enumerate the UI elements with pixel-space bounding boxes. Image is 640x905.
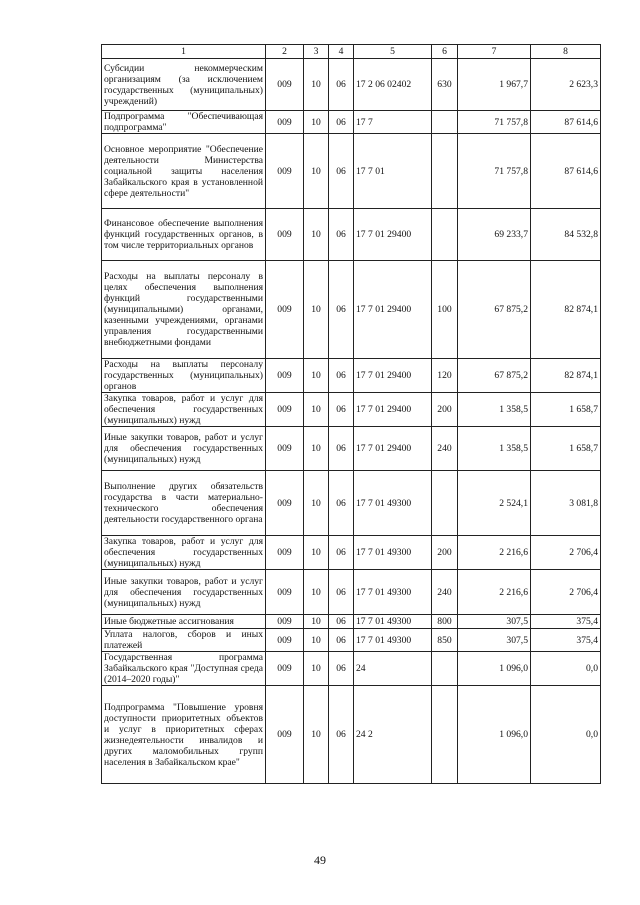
row-amount-year-2: 82 874,1 <box>531 261 601 359</box>
row-ministry-code: 009 <box>266 615 304 629</box>
row-target-article: 17 7 01 29400 <box>354 261 432 359</box>
row-expense-type <box>432 471 458 536</box>
row-amount-year-2: 82 874,1 <box>531 359 601 393</box>
row-ministry-code: 009 <box>266 686 304 784</box>
row-amount-year-1: 1 358,5 <box>458 393 531 427</box>
header-col-2: 2 <box>266 45 304 59</box>
row-amount-year-1: 1 096,0 <box>458 652 531 686</box>
row-subsection: 06 <box>329 570 354 615</box>
row-subsection: 06 <box>329 536 354 570</box>
row-amount-year-1: 307,5 <box>458 615 531 629</box>
row-amount-year-2: 3 081,8 <box>531 471 601 536</box>
row-name: Иные бюджетные ассигнования <box>102 615 266 629</box>
row-subsection: 06 <box>329 427 354 471</box>
row-amount-year-2: 84 532,8 <box>531 209 601 261</box>
row-section: 10 <box>304 359 329 393</box>
row-section: 10 <box>304 134 329 209</box>
table-row <box>102 615 601 629</box>
row-ministry-code: 009 <box>266 359 304 393</box>
row-subsection: 06 <box>329 686 354 784</box>
row-subsection: 06 <box>329 134 354 209</box>
table-row <box>102 427 601 471</box>
row-amount-year-2: 1 658,7 <box>531 427 601 471</box>
row-subsection: 06 <box>329 111 354 134</box>
row-amount-year-1: 1 096,0 <box>458 686 531 784</box>
row-name: Расходы на выплаты персоналу в целях обеспечения выполнения функций государственными (муниципальными) органами, казенными учреждениями, органами управления государственными внебюджетными фондами <box>102 261 266 359</box>
row-amount-year-2: 1 658,7 <box>531 393 601 427</box>
row-subsection: 06 <box>329 209 354 261</box>
row-subsection: 06 <box>329 393 354 427</box>
row-expense-type <box>432 111 458 134</box>
row-expense-type: 800 <box>432 615 458 629</box>
row-name: Подпрограмма "Повышение уровня доступности приоритетных объектов и услуг в приоритетных сферах жизнедеятельности инвалидов и других маломобильных групп населения в Забайкальском крае" <box>102 686 266 784</box>
row-amount-year-1: 1 967,7 <box>458 59 531 111</box>
row-amount-year-2: 375,4 <box>531 615 601 629</box>
row-amount-year-2: 0,0 <box>531 652 601 686</box>
table-row <box>102 359 601 393</box>
row-ministry-code: 009 <box>266 59 304 111</box>
row-expense-type: 120 <box>432 359 458 393</box>
table-header-row <box>102 45 601 59</box>
row-name: Закупка товаров, работ и услуг для обеспечения государственных (муниципальных) нужд <box>102 393 266 427</box>
row-section: 10 <box>304 629 329 652</box>
row-section: 10 <box>304 261 329 359</box>
row-expense-type <box>432 134 458 209</box>
table-row <box>102 629 601 652</box>
row-section: 10 <box>304 615 329 629</box>
table-row <box>102 471 601 536</box>
table-row <box>102 686 601 784</box>
row-name: Основное мероприятие "Обеспечение деятельности Министерства социальной защиты населения Забайкальского края в установленной сфере деятельности" <box>102 134 266 209</box>
row-name: Иные закупки товаров, работ и услуг для обеспечения государственных (муниципальных) нужд <box>102 427 266 471</box>
row-target-article: 17 7 01 29400 <box>354 209 432 261</box>
row-name: Выполнение других обязательств государства в части материально-технического обеспечения деятельности государственного органа <box>102 471 266 536</box>
row-subsection: 06 <box>329 615 354 629</box>
row-amount-year-2: 2 623,3 <box>531 59 601 111</box>
row-amount-year-1: 67 875,2 <box>458 359 531 393</box>
row-amount-year-1: 2 216,6 <box>458 536 531 570</box>
row-subsection: 06 <box>329 652 354 686</box>
row-expense-type <box>432 686 458 784</box>
row-target-article: 24 <box>354 652 432 686</box>
row-target-article: 17 2 06 02402 <box>354 59 432 111</box>
row-amount-year-1: 71 757,8 <box>458 134 531 209</box>
table-row <box>102 652 601 686</box>
row-amount-year-1: 2 524,1 <box>458 471 531 536</box>
row-ministry-code: 009 <box>266 471 304 536</box>
row-section: 10 <box>304 111 329 134</box>
row-subsection: 06 <box>329 261 354 359</box>
table-row <box>102 111 601 134</box>
row-ministry-code: 009 <box>266 629 304 652</box>
row-target-article: 17 7 <box>354 111 432 134</box>
row-expense-type: 630 <box>432 59 458 111</box>
row-name: Государственная программа Забайкальского края "Доступная среда (2014–2020 годы)" <box>102 652 266 686</box>
row-amount-year-2: 87 614,6 <box>531 111 601 134</box>
row-name: Закупка товаров, работ и услуг для обеспечения государственных (муниципальных) нужд <box>102 536 266 570</box>
row-target-article: 17 7 01 <box>354 134 432 209</box>
row-target-article: 17 7 01 49300 <box>354 629 432 652</box>
row-section: 10 <box>304 427 329 471</box>
budget-table <box>101 44 601 784</box>
header-col-8: 8 <box>531 45 601 59</box>
row-amount-year-1: 1 358,5 <box>458 427 531 471</box>
row-amount-year-2: 2 706,4 <box>531 570 601 615</box>
page-number: 49 <box>314 853 326 867</box>
row-section: 10 <box>304 471 329 536</box>
row-amount-year-2: 2 706,4 <box>531 536 601 570</box>
row-subsection: 06 <box>329 629 354 652</box>
row-amount-year-1: 307,5 <box>458 629 531 652</box>
row-name: Подпрограмма "Обеспечивающая подпрограмма" <box>102 111 266 134</box>
header-col-7: 7 <box>458 45 531 59</box>
row-expense-type: 200 <box>432 393 458 427</box>
row-expense-type: 240 <box>432 570 458 615</box>
row-target-article: 24 2 <box>354 686 432 784</box>
row-ministry-code: 009 <box>266 134 304 209</box>
row-expense-type: 850 <box>432 629 458 652</box>
row-subsection: 06 <box>329 359 354 393</box>
row-amount-year-2: 87 614,6 <box>531 134 601 209</box>
row-amount-year-2: 0,0 <box>531 686 601 784</box>
row-section: 10 <box>304 652 329 686</box>
header-col-3: 3 <box>304 45 329 59</box>
row-target-article: 17 7 01 29400 <box>354 427 432 471</box>
row-ministry-code: 009 <box>266 111 304 134</box>
row-target-article: 17 7 01 29400 <box>354 359 432 393</box>
row-ministry-code: 009 <box>266 427 304 471</box>
row-amount-year-1: 69 233,7 <box>458 209 531 261</box>
row-amount-year-1: 71 757,8 <box>458 111 531 134</box>
row-name: Финансовое обеспечение выполнения функций государственных органов, в том числе территориальных органов <box>102 209 266 261</box>
row-amount-year-2: 375,4 <box>531 629 601 652</box>
header-col-1: 1 <box>102 45 266 59</box>
row-name: Расходы на выплаты персоналу государственных (муниципальных) органов <box>102 359 266 393</box>
row-target-article: 17 7 01 29400 <box>354 393 432 427</box>
table-row <box>102 59 601 111</box>
row-section: 10 <box>304 686 329 784</box>
row-name: Субсидии некоммерческим организациям (за исключением государственных (муниципальных) учреждений) <box>102 59 266 111</box>
header-col-4: 4 <box>329 45 354 59</box>
row-section: 10 <box>304 393 329 427</box>
row-section: 10 <box>304 536 329 570</box>
row-name: Уплата налогов, сборов и иных платежей <box>102 629 266 652</box>
row-section: 10 <box>304 570 329 615</box>
row-ministry-code: 009 <box>266 209 304 261</box>
row-target-article: 17 7 01 49300 <box>354 471 432 536</box>
row-target-article: 17 7 01 49300 <box>354 536 432 570</box>
row-expense-type <box>432 209 458 261</box>
row-ministry-code: 009 <box>266 652 304 686</box>
table-row <box>102 393 601 427</box>
row-subsection: 06 <box>329 471 354 536</box>
row-amount-year-1: 2 216,6 <box>458 570 531 615</box>
header-col-5: 5 <box>354 45 432 59</box>
row-target-article: 17 7 01 49300 <box>354 570 432 615</box>
row-ministry-code: 009 <box>266 536 304 570</box>
header-col-6: 6 <box>432 45 458 59</box>
row-amount-year-1: 67 875,2 <box>458 261 531 359</box>
row-name: Иные закупки товаров, работ и услуг для обеспечения государственных (муниципальных) нужд <box>102 570 266 615</box>
row-expense-type: 200 <box>432 536 458 570</box>
table-body <box>102 59 601 784</box>
table-row <box>102 134 601 209</box>
row-ministry-code: 009 <box>266 261 304 359</box>
row-subsection: 06 <box>329 59 354 111</box>
table-row <box>102 209 601 261</box>
row-expense-type: 100 <box>432 261 458 359</box>
row-section: 10 <box>304 59 329 111</box>
row-section: 10 <box>304 209 329 261</box>
row-expense-type: 240 <box>432 427 458 471</box>
row-target-article: 17 7 01 49300 <box>354 615 432 629</box>
table-row <box>102 261 601 359</box>
table-row <box>102 536 601 570</box>
row-ministry-code: 009 <box>266 570 304 615</box>
row-expense-type <box>432 652 458 686</box>
row-ministry-code: 009 <box>266 393 304 427</box>
table-row <box>102 570 601 615</box>
